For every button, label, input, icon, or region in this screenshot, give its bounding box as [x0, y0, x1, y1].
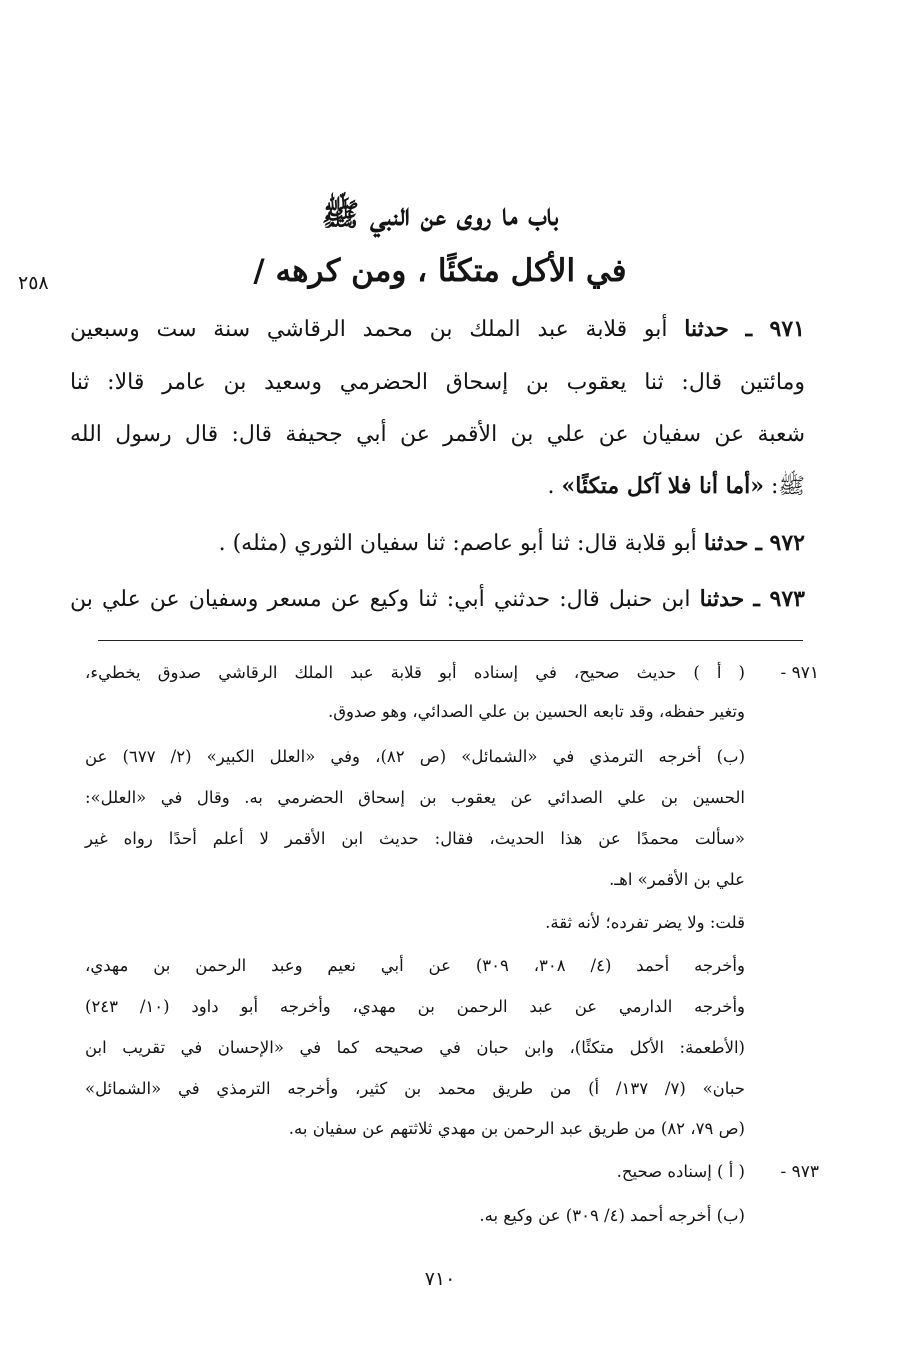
footnote-separator	[98, 640, 803, 641]
footnote-971-line-11: حبان» (٧/ ١٣٧/ أ) من طريق محمد بن كثير، وأخرجه الترمذي في «الشمائل»	[85, 1079, 746, 1098]
hadith-971-line-1	[70, 318, 805, 341]
page-number: ٧١٠	[424, 1268, 456, 1290]
hadith-971-lead: حدثنا	[684, 316, 729, 342]
hadith-973-number: ٩٧٣ ـ	[753, 586, 805, 612]
hadith-971-line-4	[70, 475, 805, 498]
footnote-971-line-6: علي بن الأقمر» اهـ.	[609, 870, 745, 889]
hadith-971-end: .	[547, 474, 562, 499]
chapter-heading-line-2: في الأكل متكئًا ، ومن كرهه /	[253, 253, 627, 289]
hadith-971-line-3: شعبة عن سفيان عن علي بن الأقمر عن أبي جحيفة قال: قال رسول الله	[70, 422, 806, 447]
footnote-971-line-5: «سألت محمدًا عن هذا الحديث، فقال: حديث ابن الأقمر لا أعلم أحدًا رواه غير	[85, 829, 745, 848]
footnote-973-line-2: (ب) أخرجه أحمد (٤/ ٣٠٩) عن وكيع به.	[479, 1206, 745, 1225]
footnote-971-line-1: ( أ ) حديث صحيح، في إسناده أبو قلابة عبد الملك الرقاشي صدوق يخطيء،	[85, 663, 745, 682]
footnote-971-line-3: (ب) أخرجه الترمذي في «الشمائل» (ص ٨٢)، وفي «العلل الكبير» (٢/ ٦٧٧) عن	[85, 747, 746, 766]
footnote-971-line-7: قلت: ولا يضر تفرده؛ لأنه ثقة.	[545, 913, 745, 932]
hadith-972-text: أبو قلابة قال: ثنا أبو عاصم: ثنا سفيان الثوري (مثله) .	[218, 531, 697, 556]
footnote-971-line-12: (ص ٧٩، ٨٢) من طريق عبد الرحمن بن مهدي ثلاثتهم عن سفيان به.	[288, 1119, 745, 1138]
hadith-973-lead: حدثنا	[699, 586, 745, 612]
chapter-heading-line-1: باب ما روى عن النبي ﷺ	[321, 197, 559, 233]
hadith-973-text: ابن حنبل قال: حدثني أبي: ثنا وكيع عن مسعر وسفيان عن علي بن	[70, 587, 691, 612]
hadith-971-line-2: ومائتين قال: ثنا يعقوب بن إسحاق الحضرمي وسعيد بن عامر قالا: ثنا	[70, 370, 805, 395]
footnote-971-line-4: الحسين بن علي الصدائي عن يعقوب بن إسحاق الحضرمي به. وقال في «العلل»:	[85, 788, 745, 807]
hadith-971-number: ٩٧١ ـ	[745, 316, 805, 342]
hadith-971-salutation: ﷺ:	[764, 474, 805, 499]
hadith-972-lead: حدثنا	[703, 530, 749, 556]
footnote-971-label: ٩٧١ -	[780, 663, 819, 683]
footnote-971-line-8: وأخرجه أحمد (٤/ ٣٠٨، ٣٠٩) عن أبي نعيم وعبد الرحمن بن مهدي،	[85, 956, 745, 975]
footnote-971-line-9: وأخرجه الدارمي عن عبد الرحمن بن مهدي، وأخرجه أبو داود (١٠/ ٢٤٣)	[85, 997, 745, 1016]
margin-reference-number: ٢٥٨	[18, 272, 49, 294]
hadith-971-quote: «أما أنا فلا آكل متكئًا»	[561, 473, 765, 499]
footnote-973-label: ٩٧٣ -	[780, 1162, 819, 1182]
hadith-972-number: ٩٧٢ ـ	[755, 530, 805, 556]
footnote-971-line-2: وتغير حفظه، وقد تابعه الحسين بن علي الصدائي، وهو صدوق.	[327, 702, 745, 721]
hadith-971-text: أبو قلابة عبد الملك بن محمد الرقاشي سنة ست وسبعين	[70, 317, 668, 342]
hadith-972	[70, 532, 805, 555]
footnote-971-line-10: (الأطعمة: الأكل متكئًا)، وابن حبان في صحيحه كما في «الإحسان في تقريب ابن	[85, 1038, 745, 1057]
hadith-973	[70, 588, 805, 611]
footnote-973-line-1: ( أ ) إسناده صحيح.	[616, 1162, 745, 1181]
